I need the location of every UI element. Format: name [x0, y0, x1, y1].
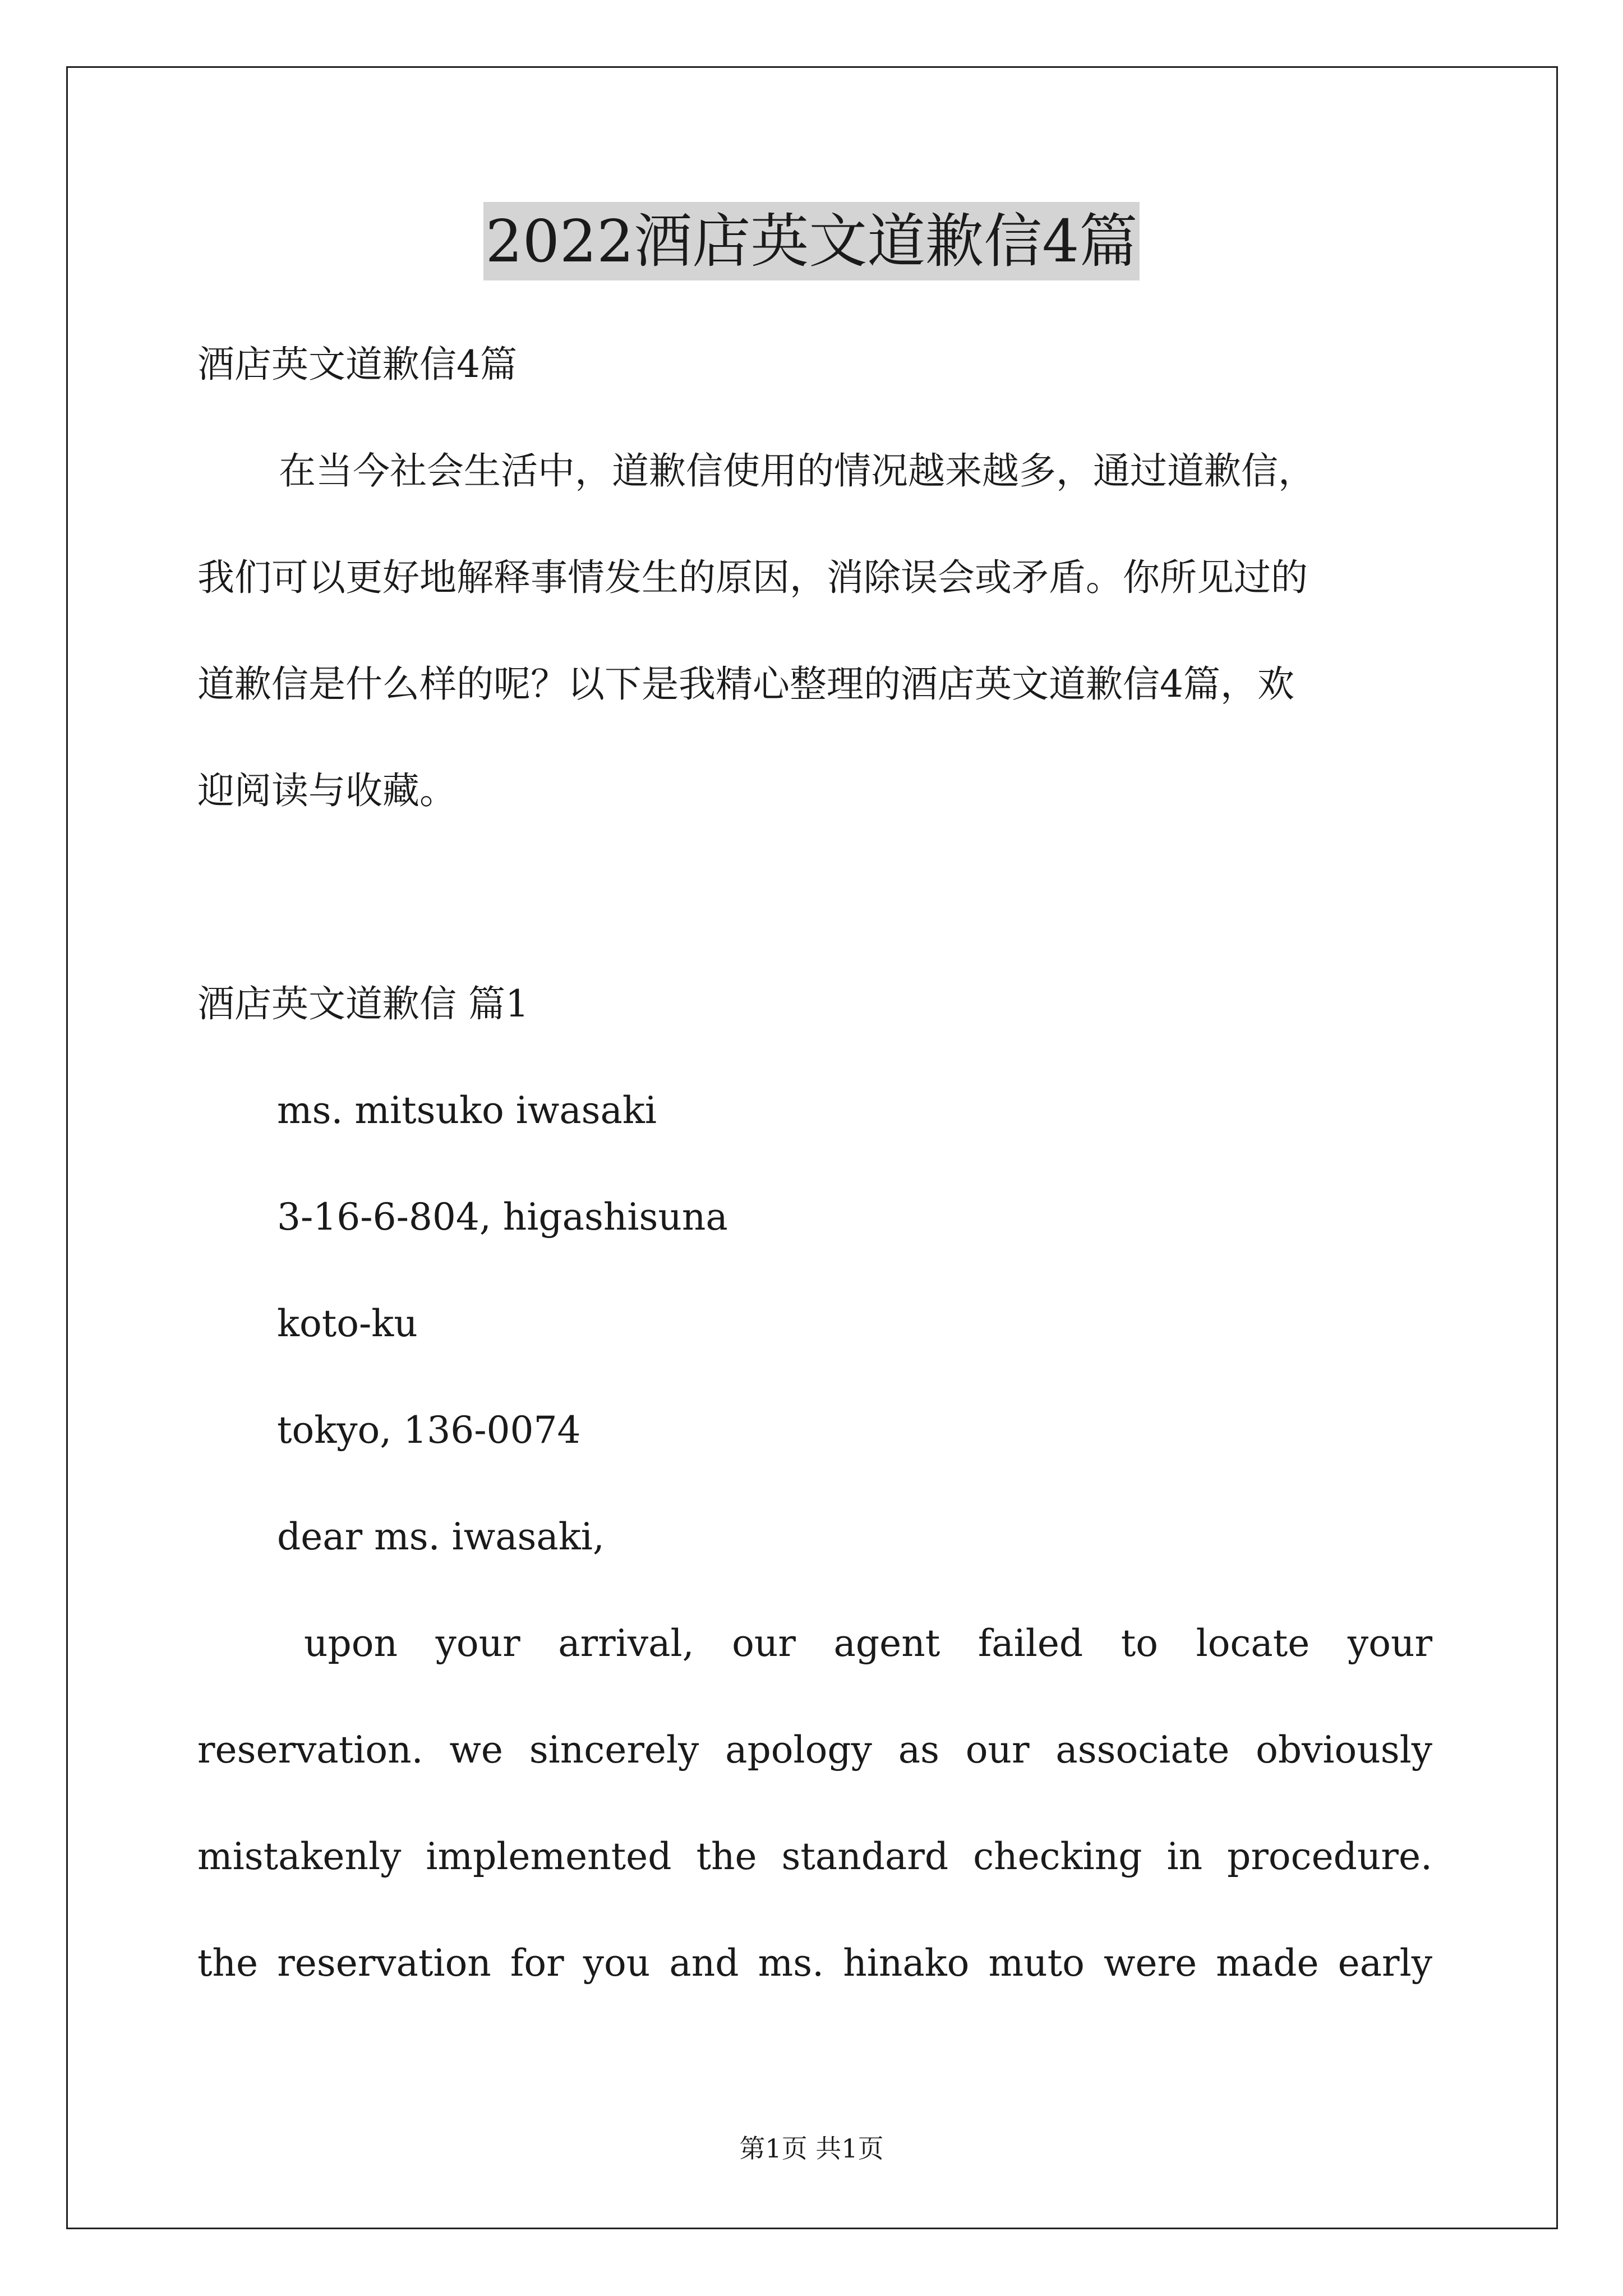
address-line-2: 3-16-6-804, higashisuna: [277, 1195, 728, 1239]
section-heading: 酒店英文道歉信 篇1: [197, 982, 529, 1025]
document-title: 2022酒店英文道歉信4篇: [483, 202, 1140, 280]
salutation: dear ms. iwasaki,: [277, 1515, 605, 1558]
intro-line-4: 迎阅读与收藏。: [197, 769, 457, 812]
body-line-3: mistakenly implemented the standard checking in procedure.: [197, 1835, 1432, 1878]
address-line-1: ms. mitsuko iwasaki: [277, 1089, 657, 1132]
address-line-4: tokyo, 136-0074: [277, 1409, 581, 1452]
body-line-4: the reservation for you and ms. hinako muto were made early: [197, 1941, 1432, 1985]
body-line-1: upon your arrival, our agent failed to locate your: [304, 1622, 1432, 1665]
title-container: [0, 202, 1623, 280]
intro-line-1: 在当今社会生活中，道歉信使用的情况越来越多，通过道歉信，: [279, 449, 1315, 493]
page-footer: 第1页 共1页: [739, 2133, 884, 2164]
intro-line-2: 我们可以更好地解释事情发生的原因，消除误会或矛盾。你所见过的: [197, 556, 1308, 599]
body-line-2: reservation. we sincerely apology as our associate obviously: [197, 1728, 1432, 1772]
address-line-3: koto-ku: [277, 1302, 418, 1345]
subtitle: 酒店英文道歉信4篇: [197, 343, 517, 386]
intro-line-3: 道歉信是什么样的呢？以下是我精心整理的酒店英文道歉信4篇，欢: [197, 662, 1294, 706]
